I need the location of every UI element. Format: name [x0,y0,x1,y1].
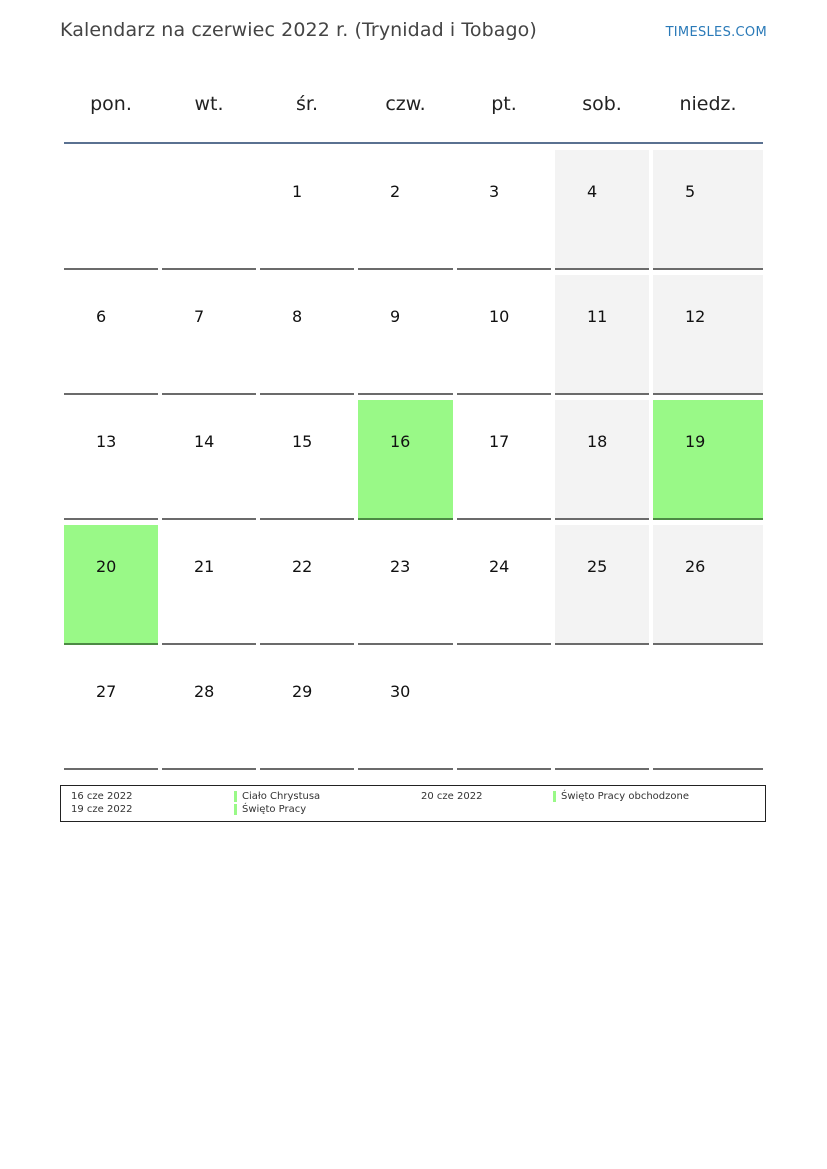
holiday-legend [60,785,766,822]
day-cell[interactable] [457,150,551,270]
legend-date-3: 20 cze 2022 [421,791,483,802]
empty-day-cell [162,150,256,270]
weekday-sat: sob. [582,93,622,115]
day-cell[interactable] [162,400,256,520]
day-number: 23 [390,557,411,576]
day-cell[interactable] [358,275,453,395]
day-number: 26 [685,557,706,576]
weekday-thu: czw. [385,93,426,115]
weekday-wed: śr. [295,93,318,115]
day-cell[interactable] [555,400,649,520]
day-number: 1 [292,182,303,201]
legend-name-3: Święto Pracy obchodzone [561,791,689,802]
day-cell[interactable] [555,275,649,395]
weekday-sun: niedz. [679,93,737,115]
day-cell[interactable] [260,275,354,395]
day-number: 8 [292,307,303,326]
day-number: 20 [96,557,117,576]
calendar-grid [64,150,763,775]
empty-day-cell [653,650,763,770]
legend-name-1: Ciało Chrystusa [242,791,321,802]
calendar-week-row [64,400,763,525]
day-cell[interactable] [64,650,158,770]
day-number: 16 [390,432,411,451]
day-number: 14 [194,432,215,451]
day-number: 21 [194,557,215,576]
day-cell[interactable] [260,150,354,270]
holiday-day-cell[interactable] [358,400,453,520]
calendar-week-row [64,525,763,650]
legend-date-1: 16 cze 2022 [71,791,133,802]
holiday-day-cell[interactable] [653,400,763,520]
day-cell[interactable] [64,400,158,520]
day-number: 6 [96,307,107,326]
day-cell[interactable] [457,275,551,395]
day-cell[interactable] [358,650,453,770]
day-number: 5 [685,182,696,201]
day-number: 24 [489,557,510,576]
calendar-week-row [64,275,763,400]
day-cell[interactable] [457,525,551,645]
weekday-mon: pon. [90,93,132,115]
day-cell[interactable] [653,150,763,270]
day-number: 7 [194,307,205,326]
day-cell[interactable] [653,275,763,395]
day-number: 29 [292,682,313,701]
day-number: 4 [587,182,598,201]
day-number: 2 [390,182,401,201]
day-number: 25 [587,557,608,576]
day-number: 27 [96,682,117,701]
day-number: 9 [390,307,401,326]
day-number: 22 [292,557,313,576]
day-cell[interactable] [358,525,453,645]
empty-day-cell [555,650,649,770]
day-number: 3 [489,182,500,201]
day-number: 28 [194,682,215,701]
weekday-header-row [64,78,763,130]
day-cell[interactable] [555,150,649,270]
calendar-week-row [64,650,763,775]
day-number: 12 [685,307,706,326]
day-cell[interactable] [260,525,354,645]
day-number: 18 [587,432,608,451]
day-number: 30 [390,682,411,701]
day-number: 10 [489,307,510,326]
day-number: 15 [292,432,313,451]
weekday-tue: wt. [194,93,224,115]
empty-day-cell [457,650,551,770]
holiday-day-cell[interactable] [64,525,158,645]
weekday-fri: pt. [491,93,517,115]
legend-color-marker [553,791,556,802]
day-cell[interactable] [162,650,256,770]
legend-name-2: Święto Pracy [242,804,307,815]
page-title: Kalendarz na czerwiec 2022 r. (Trynidad i Tobago) [60,19,537,41]
day-cell[interactable] [162,275,256,395]
day-cell[interactable] [457,400,551,520]
day-cell[interactable] [653,525,763,645]
calendar-week-row [64,150,763,275]
day-cell[interactable] [260,650,354,770]
day-number: 11 [587,307,608,326]
day-number: 13 [96,432,117,451]
day-cell[interactable] [358,150,453,270]
legend-color-marker [234,791,237,802]
legend-color-marker [234,804,237,815]
day-cell[interactable] [64,275,158,395]
day-number: 17 [489,432,510,451]
empty-day-cell [64,150,158,270]
day-number: 19 [685,432,706,451]
day-cell[interactable] [555,525,649,645]
header-divider [64,142,763,144]
brand-link[interactable]: TIMESLES.COM [665,25,767,40]
legend-date-2: 19 cze 2022 [71,804,133,815]
day-cell[interactable] [260,400,354,520]
day-cell[interactable] [162,525,256,645]
